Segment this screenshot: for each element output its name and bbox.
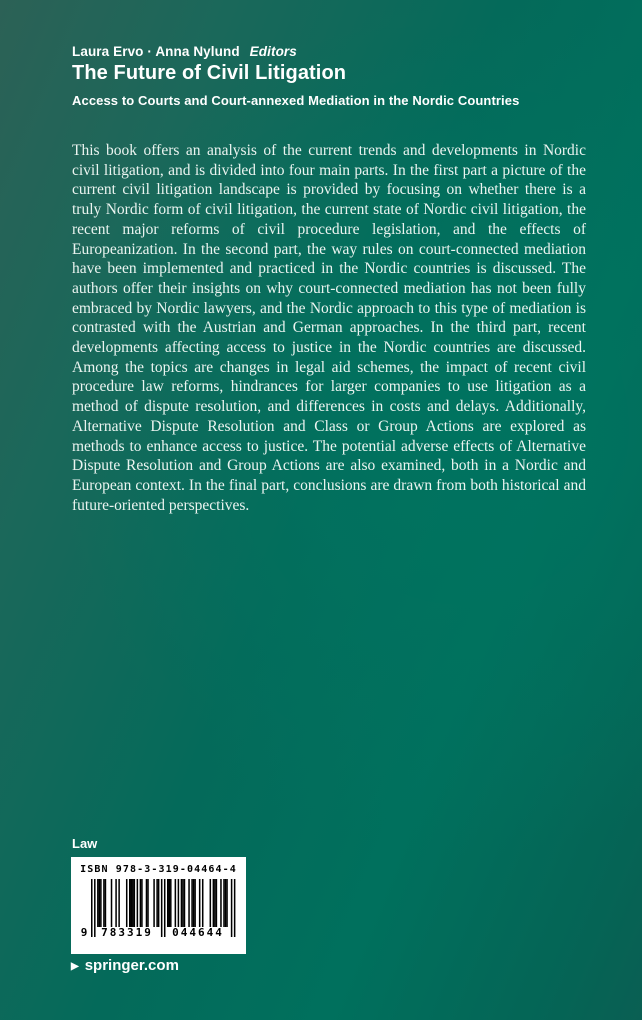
category-label: Law: [72, 836, 98, 851]
editors-label: Editors: [249, 44, 297, 59]
publisher-footer: [71, 957, 179, 974]
barcode-digit-right-group: 044644: [172, 926, 224, 939]
barcode-digit-lead: 9: [80, 926, 88, 939]
isbn-label: ISBN 978-3-319-04464-4: [80, 864, 237, 875]
back-cover-blurb: This book offers an analysis of the current trends and developments in Nordic civil litigation, and is divided into four main parts. In the first part a picture of the current civil litigation landscape is provided by focusing on whether there is a truly Nordic form of civil litigation, the current state of Nordic civil litigation, the recent major reforms of civil procedure legislation, and the effects of Europeanization. In the second part, the way rules on court-connected mediation have been implemented and practiced in the Nordic countries is discussed. The authors offer their insights on why court-connected mediation has not been fully embraced by Nordic lawyers, and the Nordic approach to this type of mediation is contrasted with the Austrian and German approaches. In the third part, recent developments affecting access to justice in the Nordic countries are discussed. Among the topics are changes in legal aid schemes, the impact of recent civil procedure law reforms, hindrances for larger companies to use litigation as a method of dispute resolution, and differences in costs and delays. Additionally, Alternative Dispute Resolution and Class or Group Actions are explored as methods to enhance access to justice. The potential adverse effects of Alternative Dispute Resolution and Group Actions are also examined, both in a Nordic and European context. In the final part, conclusions are drawn from both historical and future-oriented perspectives.: [72, 142, 586, 514]
author-names: Laura Ervo · Anna Nylund: [72, 44, 240, 59]
byline: [72, 44, 297, 59]
barcode-digit-left-group: 783319: [101, 926, 153, 939]
book-subtitle: Access to Courts and Court-annexed Mediation in the Nordic Countries: [72, 93, 520, 108]
arrow-right-icon: ▶: [71, 960, 79, 972]
publisher-site: springer.com: [84, 957, 179, 974]
book-title: The Future of Civil Litigation: [72, 62, 347, 84]
ean13-barcode: [80, 879, 237, 943]
isbn-barcode-panel: [71, 857, 246, 954]
